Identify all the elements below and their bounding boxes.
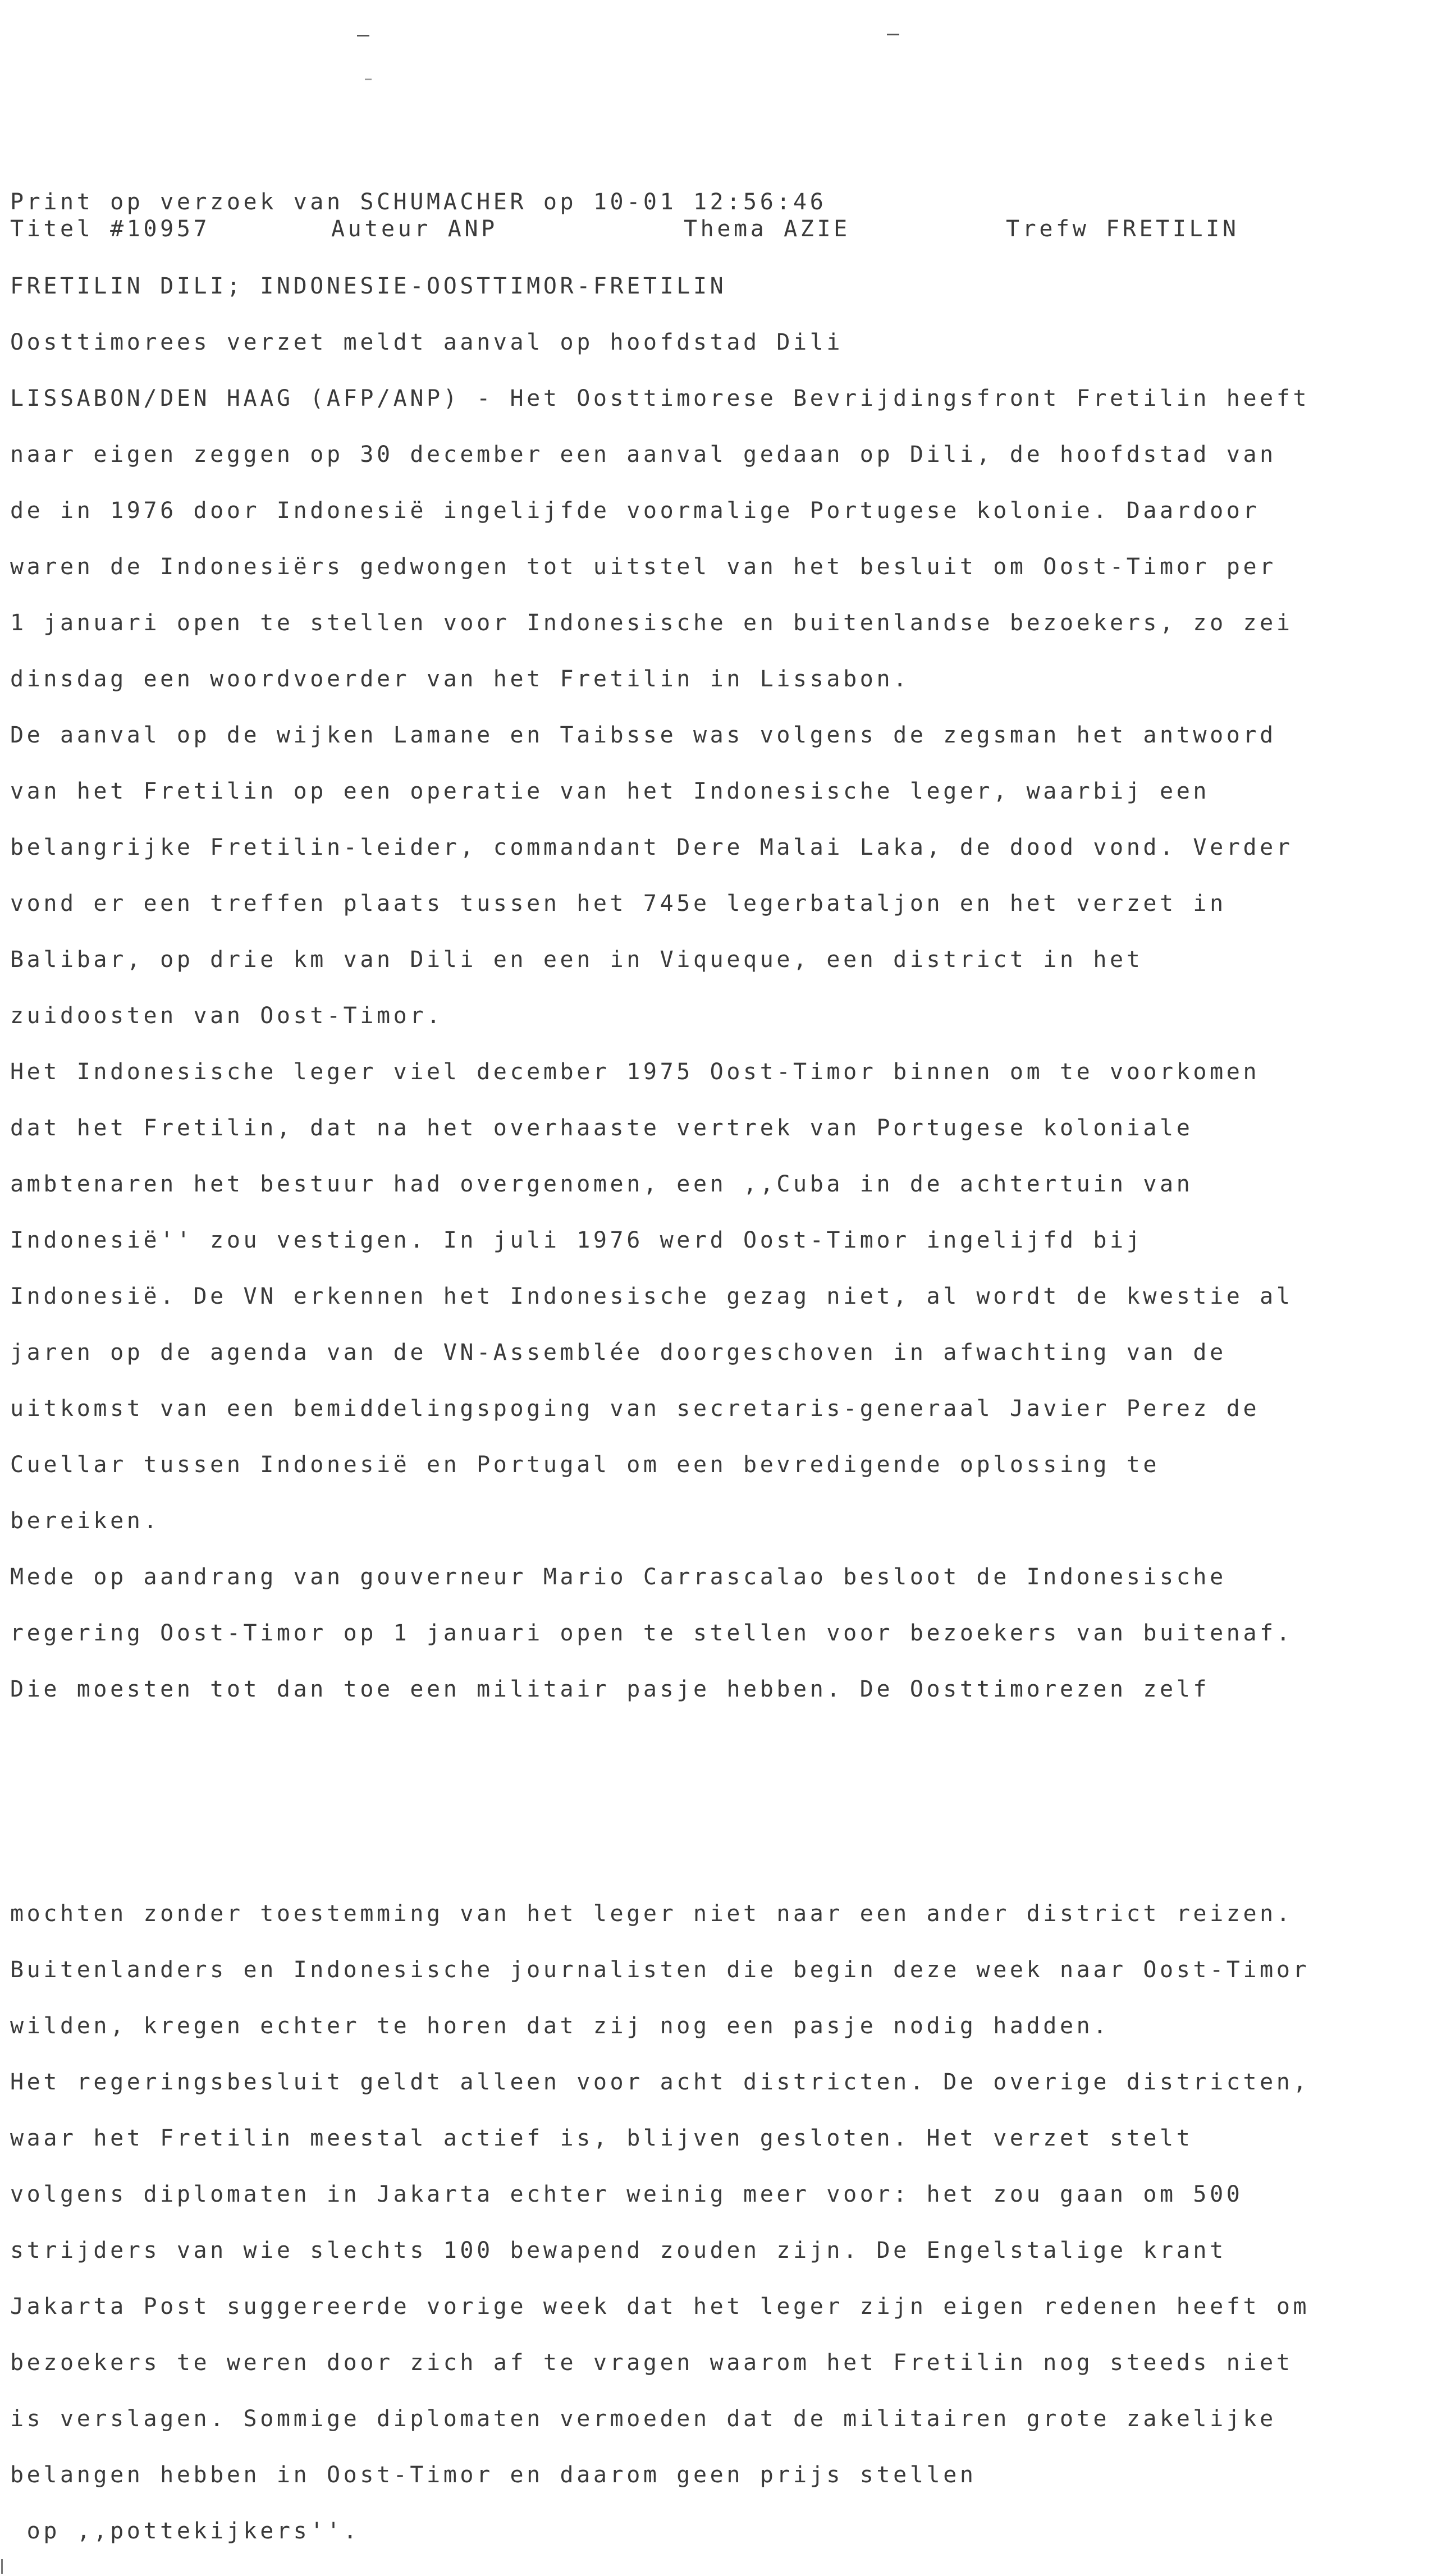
meta-auteur: Auteur ANP — [331, 216, 498, 242]
body-line: Die moesten tot dan toe een militair pasje hebben. De Oosttimorezen zelf — [10, 1676, 1210, 1702]
body-line: regering Oost-Timor op 1 januari open te stellen voor bezoekers van buitenaf. — [10, 1620, 1293, 1646]
body-line: dinsdag een woordvoerder van het Fretilin in Lissabon. — [10, 666, 910, 692]
left-edge-mark — [1, 2559, 3, 2574]
continued-line: waar het Fretilin meestal actief is, blijven gesloten. Het verzet stelt — [10, 2125, 1193, 2151]
continued-line: belangen hebben in Oost-Timor en daarom geen prijs stellen — [10, 2462, 977, 2488]
body-line: de in 1976 door Indonesië ingelijfde voormalige Portugese kolonie. Daardoor — [10, 498, 1260, 524]
meta-thema: Thema AZIE — [684, 216, 850, 242]
continued-line: op ,,pottekijkers''. — [10, 2518, 360, 2544]
print-request-line: Print op verzoek van SCHUMACHER op 10-01 12:56:46 — [10, 189, 827, 215]
body-line: Balibar, op drie km van Dili en een in Viqueque, een district in het — [10, 947, 1143, 973]
continued-line: Jakarta Post suggereerde vorige week dat het leger zijn eigen redenen heeft om — [10, 2294, 1310, 2320]
body-line: Indonesië. De VN erkennen het Indonesische gezag niet, al wordt de kwestie al — [10, 1284, 1293, 1309]
body-line: bereiken. — [10, 1508, 161, 1534]
body-line: Cuellar tussen Indonesië en Portugal om een bevredigende oplossing te — [10, 1452, 1160, 1478]
body-line: ambtenaren het bestuur had overgenomen, een ,,Cuba in de achtertuin van — [10, 1171, 1193, 1197]
continued-line: Buitenlanders en Indonesische journalisten die begin deze week naar Oost-Timor — [10, 1957, 1310, 1983]
body-line: vond er een treffen plaats tussen het 745e legerbataljon en het verzet in — [10, 891, 1227, 916]
body-line: 1 januari open te stellen voor Indonesische en buitenlandse bezoekers, zo zei — [10, 610, 1293, 636]
body-line: Het Indonesische leger viel december 1975 Oost-Timor binnen om te voorkomen — [10, 1059, 1260, 1085]
article-headline: Oosttimorees verzet meldt aanval op hoofdstad Dili — [10, 329, 844, 355]
body-line: uitkomst van een bemiddelingspoging van secretaris-generaal Javier Perez de — [10, 1396, 1260, 1422]
top-mark-small — [365, 79, 372, 80]
body-line: dat het Fretilin, dat na het overhaaste vertrek van Portugese koloniale — [10, 1115, 1193, 1141]
body-line: naar eigen zeggen op 30 december een aanval gedaan op Dili, de hoofdstad van — [10, 442, 1276, 467]
body-line: zuidoosten van Oost-Timor. — [10, 1003, 443, 1029]
body-line: LISSABON/DEN HAAG (AFP/ANP) - Het Oosttimorese Bevrijdingsfront Fretilin heeft — [10, 386, 1310, 411]
article-slug: FRETILIN DILI; INDONESIE-OOSTTIMOR-FRETILIN — [10, 273, 727, 299]
body-line: De aanval op de wijken Lamane en Taibsse was volgens de zegsman het antwoord — [10, 722, 1276, 748]
body-line: Indonesië'' zou vestigen. In juli 1976 werd Oost-Timor ingelijfd bij — [10, 1227, 1143, 1253]
continued-line: mochten zonder toestemming van het leger niet naar een ander district reizen. — [10, 1901, 1293, 1927]
top-mark-left — [357, 35, 369, 36]
body-line: belangrijke Fretilin-leider, commandant Dere Malai Laka, de dood vond. Verder — [10, 835, 1293, 860]
continued-line: is verslagen. Sommige diplomaten vermoeden dat de militairen grote zakelijke — [10, 2406, 1276, 2432]
meta-titel: Titel #10957 — [10, 216, 210, 242]
body-line: van het Fretilin op een operatie van het Indonesische leger, waarbij een — [10, 778, 1210, 804]
continued-line: bezoekers te weren door zich af te vragen waarom het Fretilin nog steeds niet — [10, 2350, 1293, 2376]
body-line: jaren op de agenda van de VN-Assemblée doorgeschoven in afwachting van de — [10, 1340, 1227, 1365]
continued-line: volgens diplomaten in Jakarta echter weinig meer voor: het zou gaan om 500 — [10, 2181, 1243, 2207]
continued-line: wilden, kregen echter te horen dat zij nog een pasje nodig hadden. — [10, 2013, 1110, 2039]
meta-trefw: Trefw FRETILIN — [1006, 216, 1239, 242]
continued-line: strijders van wie slechts 100 bewapend zouden zijn. De Engelstalige krant — [10, 2238, 1227, 2263]
top-mark-right — [887, 34, 899, 35]
body-line: waren de Indonesiërs gedwongen tot uitstel van het besluit om Oost-Timor per — [10, 554, 1276, 580]
body-line: Mede op aandrang van gouverneur Mario Carrascalao besloot de Indonesische — [10, 1564, 1227, 1590]
continued-line: Het regeringsbesluit geldt alleen voor acht districten. De overige districten, — [10, 2069, 1310, 2095]
